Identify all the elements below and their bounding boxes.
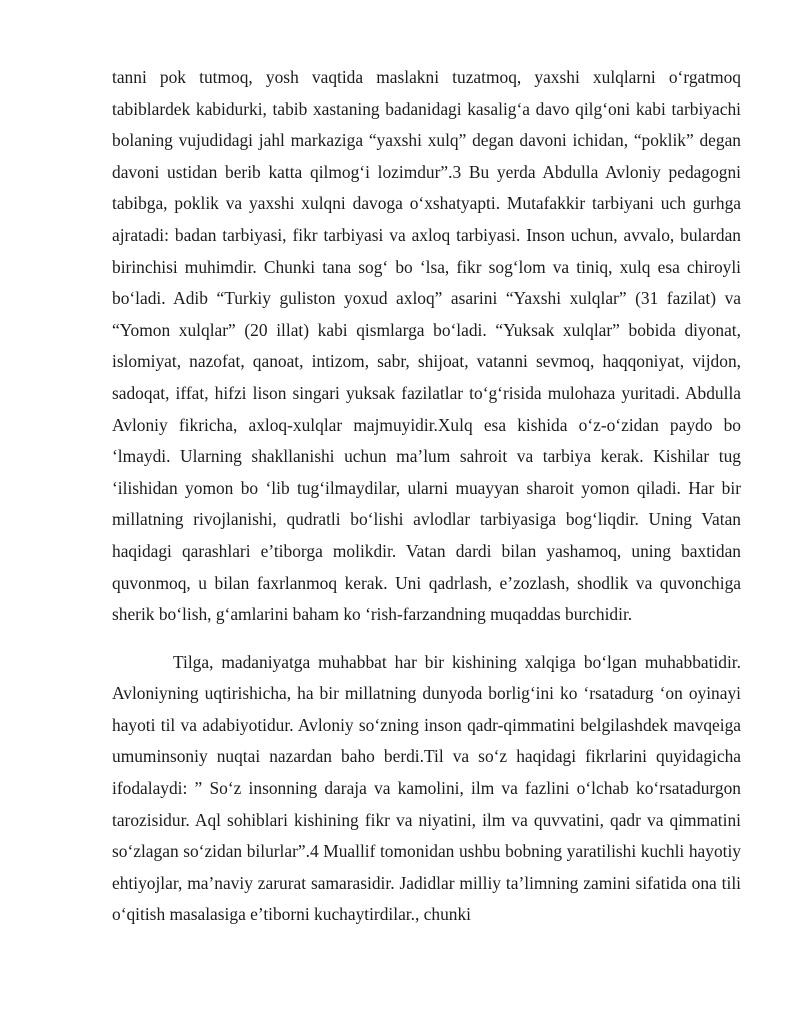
paragraph-2: Tilga, madaniyatga muhabbat har bir kishining xalqiga bo‘lgan muhabbatidir. Avloniyning uqtirishicha, ha bir millatning dunyoda borlig‘ini ko ‘rsatadurg ‘on oyinayi hayoti til va adabiyotidur. Avloniy so‘zning inson qadr-qimmatini belgilashdek mavqeiga umuminsoniy nuqtai nazardan baho berdi.Til va so‘z haqidagi fikrlarini quyidagicha ifodalaydi: ” So‘z insonning daraja va kamolini, ilm va fazlini o‘lchab ko‘rsatadurgon tarozisidur. Aql sohiblari kishining fikr va niyatini, ilm va quvvatini, qadr va qimmatini so‘zlagan so‘zidan bilurlar”.4 Muallif tomonidan ushbu bobning yaratilishi kuchli hayotiy ehtiyojlar, ma’naviy zarurat samarasidir. Jadidlar milliy ta’limning zamini sifatida ona tili o‘qitish masalasiga e’tiborni kuchaytirdilar., chunki — [112, 651, 741, 925]
paragraph-1: tanni pok tutmoq, yosh vaqtida maslakni tuzatmoq, yaxshi xulqlarni o‘rgatmoq tabiblardek kabidurki, tabib xastaning badanidagi kasalig‘a davo qilg‘oni kabi tarbiyachi bolaning vujudidagi jahl markaziga “yaxshi xulq” degan davoni ichidan, “poklik” degan davoni ustidan berib katta qilmog‘i lozimdur”.3 Bu yerda Abdulla Avloniy pedagogni tabibga, poklik va yaxshi xulqni davoga o‘xshatyapti. Mutafakkir tarbiyani uch gurhga ajratadi: badan tarbiyasi, fikr tarbiyasi va axloq tarbiyasi. Inson uchun, avvalo, bulardan birinchisi muhimdir. Chunki tana sog‘ bo ‘lsa, fikr sog‘lom va tiniq, xulq esa chiroyli bo‘ladi. Adib “Turkiy guliston yoxud axloq” asarini “Yaxshi xulqlar” (31 fazilat) va “Yomon xulqlar” (20 illat) kabi qismlarga bo‘ladi. “Yuksak xulqlar” bobida diyonat, islomiyat, nazofat, qanoat, intizom, sabr, shijoat, vatanni sevmoq, haqqoniyat, vijdon, sadoqat, iffat, hifzi lison singari yuksak fazilatlar to‘g‘risida mulohaza yuritadi. Abdulla Avloniy fikricha, axloq-xulqlar majmuyidir.Xulq esa kishida o‘z-o‘zidan paydo bo ‘lmaydi. Ularning shakllanishi uchun ma’lum sahroit va tarbiya kerak. Kishilar tug ‘ilishidan yomon bo ‘lib tug‘ilmaydilar, ularni muayyan sharoit yomon qiladi. Har bir millatning rivojlanishi, qudratli bo‘lishi avlodlar tarbiyasiga bog‘liqdir. Uning Vatan haqidagi qarashlari e’tiborga molikdir. Vatan dardi bilan yashamoq, uning baxtidan quvonmoq, u bilan faxrlanmoq kerak. Uni qadrlash, e’zozlash, shodlik va quvonchiga sherik bo‘lish, g‘amlarini baham ko ‘rish-farzandning muqaddas burchidir. — [112, 67, 741, 625]
document-page — [112, 62, 741, 931]
